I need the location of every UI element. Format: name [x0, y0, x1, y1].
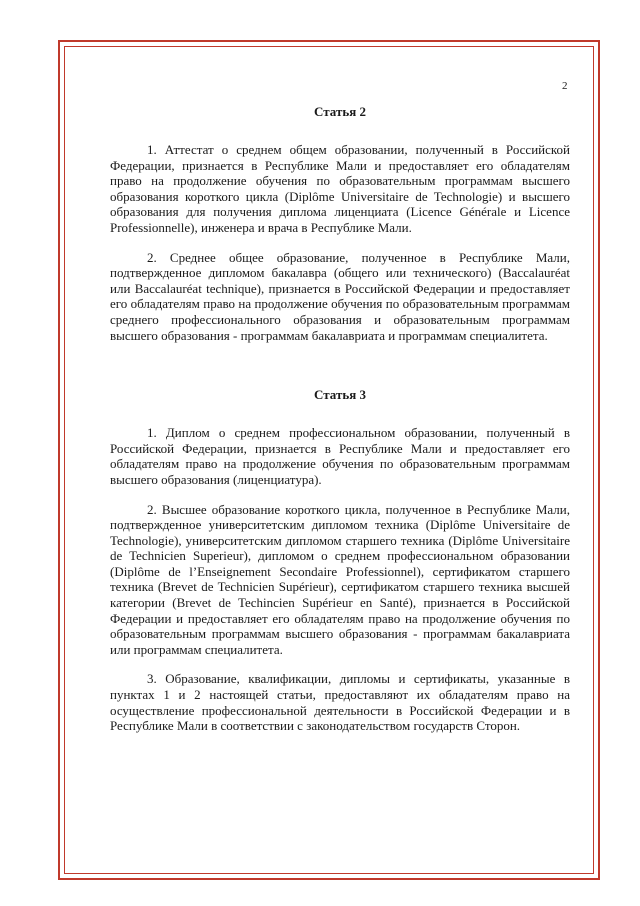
article-2-paragraph-2: 2. Среднее общее образование, полученное в Республике Мали, подтвержденное дипломом бакалавра (общего или технического) (Baccalauréat или Baccalauréat technique), признается в Российской Федерации и предоставляет его обладателям право на продолжение обучения по образовательным программам среднего профессионального образования и образовательным программам высшего образования - программам бакалавриата и программам специалитета. — [110, 249, 570, 343]
article-3-paragraph-3: 3. Образование, квалификации, дипломы и сертификаты, указанные в пунктах 1 и 2 настоящей статьи, предоставляют их обладателям право на осуществление профессиональной деятельности в Российской Федерации и в Республике Мали в соответствии с законодательством государств Сторон. — [110, 671, 570, 734]
document-body — [110, 104, 570, 748]
article-2-paragraph-1: 1. Аттестат о среднем общем образовании, полученный в Российской Федерации, признается в Республике Мали и предоставляет его обладателям право на продолжение обучения по образовательным программам высшего образования короткого цикла (Diplôme Universitaire de Technologie) и высшего образования для получения диплома лиценциата (Licence Générale и Licence Professionnelle), инженера и врача в Республике Мали. — [110, 142, 570, 235]
article-3-paragraph-1: 1. Диплом о среднем профессиональном образовании, полученный в Российской Федерации, признается в Республике Мали и предоставляет его обладателям право на продолжение обучения по образовательным программам высшего образования (лиценциатура). — [110, 425, 570, 487]
article-3-heading: Статья 3 — [314, 387, 366, 403]
article-2-heading: Статья 2 — [314, 104, 366, 119]
page-number: 2 — [562, 80, 568, 92]
article-3-paragraph-2: 2. Высшее образование короткого цикла, полученное в Республике Мали, подтвержденное университетским дипломом техника (Diplôme Universitaire de Technologie), университетским дипломом старшего техника (Diplôme Universitaire de Technicien Superieur), дипломом о среднем профессиональном образовании (Diplôme de l’Enseignement Secondaire Professionnel), сертификатом старшего техника (Brevet de Technicien Supérieur), сертификатом старшего техника высшей категории (Brevet de Techincien Supérieur en Santé), признается в Российской Федерации и предоставляет его обладателям право на продолжение обучения по образовательным программам высшего образования - программам бакалавриата или программам специалитета. — [110, 501, 570, 657]
